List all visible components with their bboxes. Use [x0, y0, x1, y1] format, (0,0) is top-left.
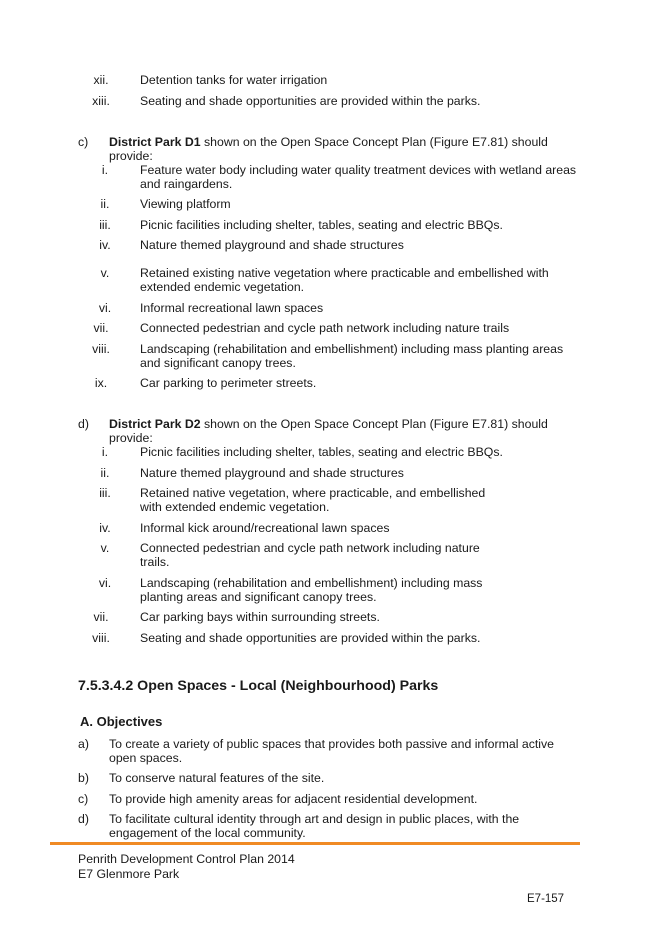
list-number: iii. — [99, 218, 111, 232]
park-name: District Park D1 — [109, 135, 201, 149]
objective-item: To create a variety of public spaces that provides both passive and informal active open spaces. — [109, 737, 554, 765]
list-item: Feature water body including water quality treatment devices with wetland areas and raingardens. — [140, 163, 577, 191]
objective-letter: c) — [78, 792, 89, 806]
list-number: ix. — [94, 376, 108, 390]
objective-letter: b) — [78, 771, 89, 785]
list-item: Car parking bays within surrounding streets. — [140, 610, 380, 624]
objective-letter: a) — [78, 737, 89, 751]
list-number: xii. — [93, 73, 109, 87]
footer-section-name: E7 Glenmore Park — [78, 867, 180, 881]
list-number: iv. — [99, 521, 111, 535]
list-item: Connected pedestrian and cycle path network including nature trails. — [140, 541, 480, 569]
list-number: v. — [100, 541, 110, 555]
objective-letter: d) — [78, 812, 89, 826]
list-item: Nature themed playground and shade structures — [140, 466, 404, 480]
list-item: Landscaping (rehabilitation and embellishment) including mass planting areas and significant canopy trees. — [140, 576, 483, 604]
section-intro: District Park D1 shown on the Open Space Concept Plan (Figure E7.81) should provide: — [109, 135, 548, 163]
objectives-title: A. Objectives — [80, 714, 163, 729]
objective-item: To provide high amenity areas for adjacent residential development. — [109, 792, 478, 806]
list-item: Picnic facilities including shelter, tables, seating and electric BBQs. — [140, 218, 503, 232]
park-name: District Park D2 — [109, 417, 201, 431]
section-letter: c) — [78, 135, 89, 149]
list-item: Seating and shade opportunities are provided within the parks. — [140, 631, 481, 645]
list-item: Nature themed playground and shade structures — [140, 238, 404, 252]
list-item: Informal kick around/recreational lawn spaces — [140, 521, 390, 535]
list-number: viii. — [92, 631, 110, 645]
list-number: xiii. — [92, 94, 110, 108]
list-item: Landscaping (rehabilitation and embellishment) including mass planting areas and significant canopy trees. — [140, 342, 564, 370]
list-item: Informal recreational lawn spaces — [140, 301, 324, 315]
list-number: iii. — [99, 486, 111, 500]
section-letter: d) — [78, 417, 89, 431]
list-number: vii. — [93, 321, 109, 335]
list-item: Connected pedestrian and cycle path network including nature trails — [140, 321, 510, 335]
list-number: i. — [101, 163, 109, 177]
list-item: Retained existing native vegetation where practicable and embellished with extended endemic vegetation. — [140, 266, 549, 294]
list-number: i. — [101, 445, 109, 459]
footer-document-title: Penrith Development Control Plan 2014 — [78, 852, 295, 866]
list-item: Viewing platform — [140, 197, 231, 211]
objective-item: To conserve natural features of the site. — [109, 771, 325, 785]
list-item: Car parking to perimeter streets. — [140, 376, 317, 390]
list-number: vii. — [93, 610, 109, 624]
list-item: Seating and shade opportunities are provided within the parks. — [140, 94, 481, 108]
list-number: vi. — [98, 301, 112, 315]
list-item: Detention tanks for water irrigation — [140, 73, 328, 87]
list-number: iv. — [99, 238, 111, 252]
section-intro: District Park D2 shown on the Open Space Concept Plan (Figure E7.81) should provide: — [109, 417, 548, 445]
list-item: Retained native vegetation, where practicable, and embellished with extended endemic vegetation. — [140, 486, 486, 514]
footer-divider — [50, 842, 580, 845]
list-number: ii. — [100, 466, 110, 480]
objective-item: To facilitate cultural identity through art and design in public places, with the engagement of the local community. — [109, 812, 520, 840]
list-item: Picnic facilities including shelter, tables, seating and electric BBQs. — [140, 445, 503, 459]
page-number: E7-157 — [527, 893, 565, 905]
list-number: ii. — [100, 197, 110, 211]
list-number: vi. — [98, 576, 112, 590]
list-number: viii. — [92, 342, 110, 356]
section-heading: 7.5.3.4.2 Open Spaces - Local (Neighbourhood) Parks — [78, 678, 439, 694]
list-number: v. — [100, 266, 110, 280]
